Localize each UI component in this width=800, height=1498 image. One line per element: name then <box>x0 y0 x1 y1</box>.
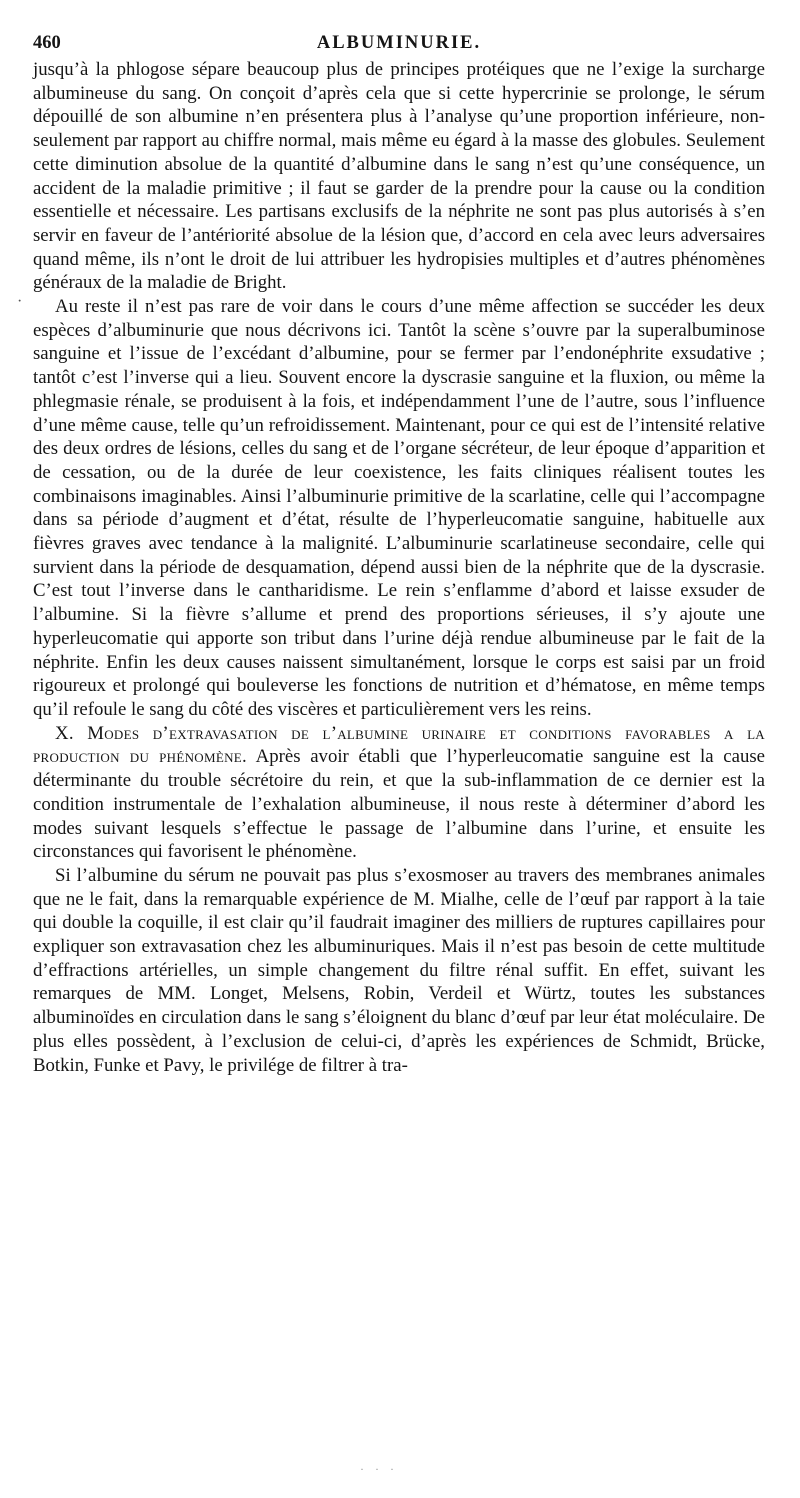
paragraph: Au reste il n’est pas rare de voir dans le cours d’une même affection se succéder les deux espèces d’albuminurie que nous décrivons ici. Tantôt la scène s’ouvre par la superalbuminose sanguine et l’issue de l’excédant d’albumine, pour se fermer par l’endonéphrite exsudative ; tantôt c’est l’inverse qui a lieu. Souvent encore la dyscrasie sanguine et la fluxion, ou même la phlegmasie rénale, se produisent à la fois, et indépendamment l’une de l’autre, sous l’influence d’une même cause, telle qu’un refroidissement. Maintenant, pour ce qui est de l’intensité relative des deux ordres de lésions, celles du sang et de l’organe sécréteur, de leur époque d’apparition et de cessation, ou de la durée de leur coexistence, les faits cliniques réalisent toutes les combinaisons imaginables. Ainsi l’albuminurie primitive de la scarlatine, celle qui l’accompagne dans sa période d’augment et d’état, résulte de l’hyperleucomatie sanguine, habituelle aux fièvres graves avec tendance à la malignité. L’albuminurie scarlatineuse secondaire, celle qui survient dans la période de desquamation, dépend aussi bien de la néphrite que de la dyscrasie. C’est tout l’inverse dans le cantharidisme. Le rein s’enflamme d’abord et laisse exsuder de l’albumine. Si la fièvre s’allume et prend des proportions sérieuses, il s’y ajoute une hyperleucomatie qui apporte son tribut dans l’urine déjà rendue albumineuse par le fait de la néphrite. Enfin les deux causes naissent simultanément, lorsque le corps est saisi par un froid rigoureux et prolongé qui bouleverse les fonctions de nutrition et d’hématose, en même temps qu’il refoule le sang du côté des viscères et particulièrement vers les reins. <box>33 296 765 720</box>
margin-mark: · <box>17 293 23 310</box>
book-page <box>17 30 765 1077</box>
section-heading: X. Modes d’extravasation de l’albumine urinaire et conditions favorables a la production du phénomène. <box>33 722 765 768</box>
page-header <box>33 30 765 56</box>
paragraph-section-x <box>33 722 765 864</box>
section-text: Après avoir établi que l’hyperleucomatie sanguine est la cause déterminante du trouble sécrétoire du rein, et que la sub-inflammation de ce dernier est la condition instrumentale de l’exhalation albumineuse, il nous reste à déterminer d’abord les modes suivant lesquels s’effectue le passage de l’albumine dans l’urine, et ensuite les circonstances qui favorisent le phénomène. <box>33 746 765 863</box>
body-text <box>33 58 765 1077</box>
paragraph: Si l’albumine du sérum ne pouvait pas plus s’exosmoser au travers des membranes animales que ne le fait, dans la remarquable expérience de M. Mialhe, celle de l’œuf par rapport à la taie qui double la coquille, il est clair qu’il faudrait imaginer des milliers de ruptures capillaires pour expliquer son extravasation chez les albuminuriques. Mais il n’est pas besoin de cette multitude d’effractions artérielles, un simple changement du filtre rénal suffit. En effet, suivant les remarques de MM. Longet, Melsens, Robin, Verdeil et Würtz, toutes les substances albuminoïdes en circulation dans le sang s’éloignent du blanc d’œuf par leur état moléculaire. De plus elles possèdent, à l’exclusion de celui-ci, d’après les expériences de Schmidt, Brücke, Botkin, Funke et Pavy, le privilége de filtrer à tra- <box>33 864 765 1076</box>
bottom-specks: · · · <box>360 1462 398 1476</box>
running-title: ALBUMINURIE. <box>316 33 482 53</box>
paragraph-continuation: jusqu’à la phlogose sépare beaucoup plus de principes protéiques que ne l’exige la surcharge albumineuse du sang. On conçoit d’après cela que si cette hypercrinie se prolonge, le sérum dépouillé de son albumine n’en présentera plus à l’analyse qu’une proportion inférieure, non-seulement par rapport au chiffre normal, mais même eu égard à la masse des globules. Seulement cette diminution absolue de la quantité d’albumine dans le sang n’est qu’une conséquence, un accident de la maladie primitive ; il faut se garder de la prendre pour la cause ou la condition essentielle et nécessaire. Les partisans exclusifs de la néphrite ne sont pas plus autorisés à s’en servir en faveur de l’antériorité absolue de la lésion que, d’accord en cela avec leurs adversaires quand même, ils n’ont le droit de lui attribuer les hydropisies multiples et d’autres phénomènes généraux de la maladie de Bright. <box>33 59 765 294</box>
page-number: 460 <box>33 33 61 53</box>
